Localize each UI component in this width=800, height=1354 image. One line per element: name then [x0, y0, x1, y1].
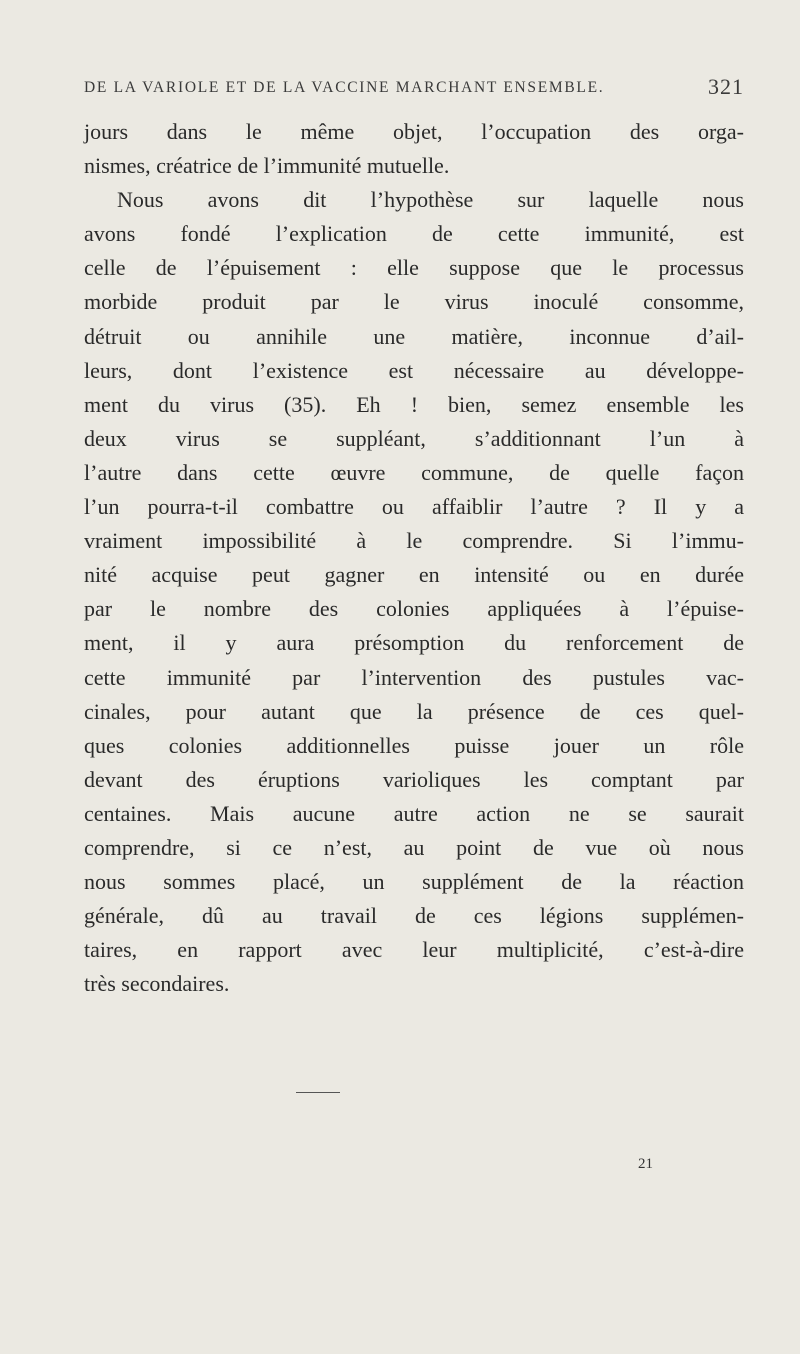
page-number: 321: [708, 74, 744, 99]
text-line: celle de l’épuisement : elle suppose que le processus: [84, 255, 744, 281]
text-line: nité acquise peut gagner en intensité ou en durée: [84, 562, 744, 588]
signature-mark: 21: [638, 1156, 653, 1172]
text-line: vraiment impossibilité à le comprendre. Si l’immu-: [84, 528, 744, 554]
running-head-title: DE LA VARIOLE ET DE LA VACCINE MARCHANT ENSEMBLE.: [84, 79, 605, 96]
text-line: deux virus se suppléant, s’additionnant l’un à: [84, 425, 744, 451]
text-line: devant des éruptions varioliques les comptant par: [84, 766, 744, 792]
text-line: morbide produit par le virus inoculé consomme,: [84, 289, 744, 315]
text-line: l’autre dans cette œuvre commune, de quelle façon: [84, 459, 744, 485]
text-line: taires, en rapport avec leur multiplicité, c’est-à-dire: [84, 937, 744, 963]
text-line: détruit ou annihile une matière, inconnue d’ail-: [84, 323, 744, 349]
text-line: cette immunité par l’intervention des pustules vac-: [84, 664, 744, 690]
text-line: jours dans le même objet, l’occupation des orga-: [84, 119, 744, 144]
text-line: comprendre, si ce n’est, au point de vue où nous: [84, 834, 744, 860]
text-line: avons fondé l’explication de cette immunité, est: [84, 221, 744, 247]
text-line: ment, il y aura présomption du renforcement de: [84, 630, 744, 656]
text-line: centaines. Mais aucune autre action ne se saurait: [84, 800, 744, 826]
text-line: ment du virus (35). Eh ! bien, semez ensemble les: [84, 391, 744, 417]
text-line: générale, dû au travail de ces légions supplémen-: [84, 903, 744, 929]
text-line: par le nombre des colonies appliquées à l’épuise-: [84, 596, 744, 622]
text-line: cinales, pour autant que la présence de ces quel-: [84, 698, 744, 724]
section-rule: [296, 1092, 340, 1093]
text-line: nismes, créatrice de l’immunité mutuelle.: [84, 153, 450, 179]
text-line: Nous avons dit l’hypothèse sur laquelle nous: [117, 187, 744, 213]
text-line: très secondaires.: [84, 971, 230, 997]
text-line: leurs, dont l’existence est nécessaire au développe-: [84, 357, 744, 383]
body-text: [84, 115, 744, 1001]
text-line: l’un pourra-t-il combattre ou affaiblir l’autre ? Il y a: [84, 494, 744, 520]
text-line: nous sommes placé, un supplément de la réaction: [84, 869, 744, 895]
text-line: ques colonies additionnelles puisse jouer un rôle: [84, 732, 744, 758]
